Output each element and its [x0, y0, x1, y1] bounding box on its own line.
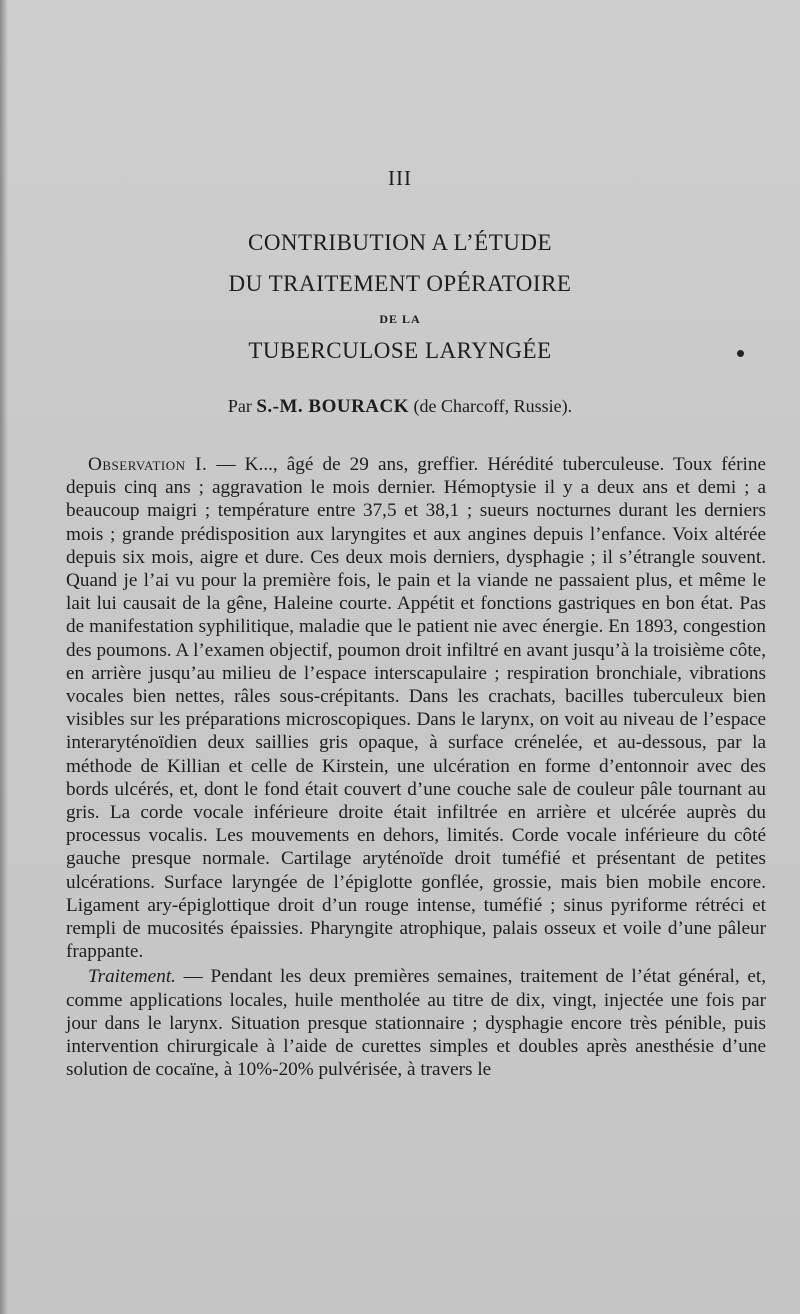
title-line-1: CONTRIBUTION A L’ÉTUDE	[247, 230, 553, 255]
byline	[0, 396, 800, 418]
byline-prefix: Par	[227, 396, 252, 416]
observation-paragraph	[66, 453, 766, 963]
body-text	[66, 453, 766, 1081]
title-line-4: TUBERCULOSE LARYNGÉE	[248, 338, 552, 363]
treatment-text: — Pendant les deux premières semaines, traitement de l’état général, et, comme applications locales, huile mentholée au titre de dix, vingt, injectée une fois par jour dans le larynx. Situation presque stationnaire ; dysphagie encore très pénible, puis intervention chirurgicale à l’aide de curettes simples et doubles après anesthésie d’une solution de cocaïne, à 10%-20% pulvérisée, à travers le	[66, 966, 766, 1081]
author-affiliation: (de Charcoff, Russie).	[413, 396, 573, 416]
treatment-paragraph	[66, 965, 766, 1081]
title-line-2: DU TRAITEMENT OPÉRATOIRE	[228, 271, 572, 296]
binding-shadow	[0, 0, 8, 1314]
observation-text: — K..., âgé de 29 ans, greffier. Hérédité tuberculeuse. Toux férine depuis cinq ans ; aggravation le mois dernier. Hémoptysie il y a deux ans et demi ; a beaucoup maigri ; température entre 37,5 et 38,1 ; sueurs nocturnes durant les derniers mois ; grande prédisposition aux laryngites et aux angines depuis l’enfance. Voix altérée depuis six mois, aigre et dure. Ces deux mois derniers, dysphagie ; il s’étrangle souvent. Quand je l’ai vu pour la première fois, le pain et la viande ne passaient plus, et même le lait lui causait de la gêne, Haleine courte. Appétit et fonctions gastriques en bon état. Pas de manifestation syphilitique, maladie que le patient nie avec énergie. En 1893, congestion des poumons. A l’examen objectif, poumon droit infiltré en avant jusqu’à la troisième côte, en arrière jusqu’au milieu de l’espace interscapulaire ; respiration bronchiale, vibrations vocales bien nettes, râles sous-crépitants. Dans les crachats, bacilles tuberculeux bien visibles sur les préparations microscopiques. Dans le larynx, on voit au niveau de l’espace interaryténoïdien deux saillies gris opaque, à surface crénelée, et au-dessous, par la méthode de Killian et celle de Kirstein, une ulcération en forme d’entonnoir avec des bords ulcérés, et, dont le fond était couvert d’une couche sale de couleur pâle tournant au gris. La corde vocale inférieure droite était infiltrée en arrière et ulcérée auprès du processus vocalis. Les mouvements en dehors, limités. Corde vocale inférieure du côté gauche presque normale. Cartilage aryténoïde droit tuméfié et présentant de petites ulcérations. Surface laryngée de l’épiglotte gonflée, grossie, mais bien mobile encore. Ligament ary-épiglottique droit d’un rouge intense, tuméfié ; sinus pyriforme rétréci et rempli de mucosités épaissies. Pharyngite atrophique, palais osseux et voile d’une pâleur frappante.	[66, 454, 766, 963]
ink-dot	[737, 350, 744, 357]
chapter-number: III	[388, 166, 412, 190]
author-name: S.-M. BOURACK	[256, 396, 410, 417]
observation-label: Observation I.	[88, 454, 208, 475]
title-line-3: DE LA	[379, 312, 421, 326]
treatment-label: Traitement.	[88, 966, 176, 988]
